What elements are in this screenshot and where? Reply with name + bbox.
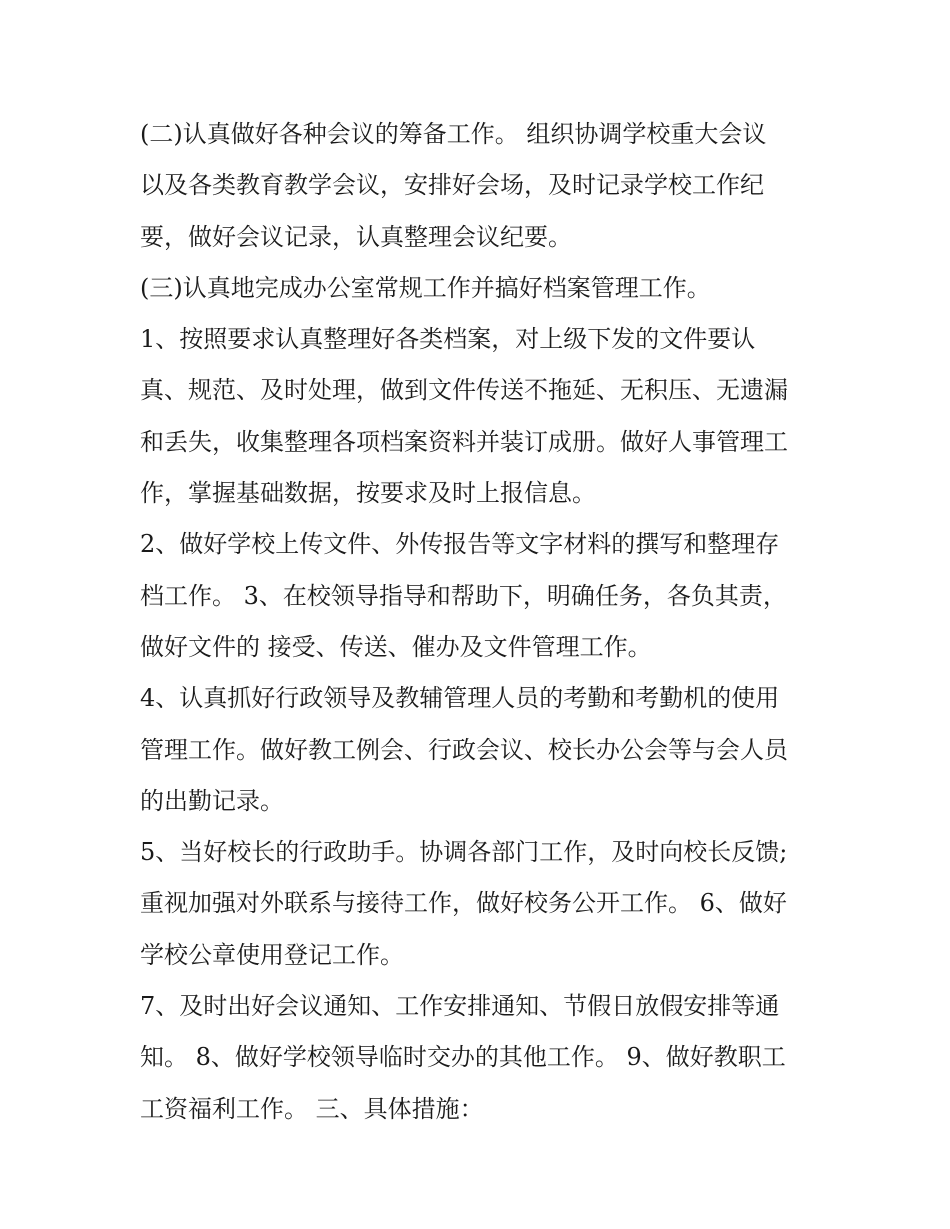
text-line: 档工作。 3、在校领导指导和帮助下，明确任务，各负其责， [140,581,787,610]
text-line: 2、做好学校上传文件、外传报告等文字材料的撰写和整理存 [140,530,780,559]
text-line: 4、认真抓好行政领导及教辅管理人员的考勤和考勤机的使用 [140,684,780,713]
text-line: 作，掌握基础数据，按要求及时上报信息。 [140,479,596,508]
text-line: 知。 8、做好学校领导临时交办的其他工作。 9、做好教职工 [140,1043,786,1072]
text-line: 1、按照要求认真整理好各类档案，对上级下发的文件要认 [140,325,756,354]
text-line: 重视加强对外联系与接待工作，做好校务公开工作。 6、做好 [140,889,787,918]
text-line: 工资福利工作。 三、具体措施： [140,1094,484,1123]
text-line: 7、及时出好会议通知、工作安排通知、节假日放假安排等通 [140,992,780,1021]
text-line: (二)认真做好各种会议的筹备工作。 组织协调学校重大会议 [140,120,767,148]
text-line: 要，做好会议记录，认真整理会议纪要。 [140,222,572,251]
text-line: 和丢失，收集整理各项档案资料并装订成册。做好人事管理工 [140,427,788,456]
text-line: 以及各类教育教学会议，安排好会场，及时记录学校工作纪 [140,171,764,200]
text-line: 真、规范、及时处理，做到文件传送不拖延、无积压、无遗漏 [140,376,788,405]
text-line: (三)认真地完成办公室常规工作并搞好档案管理工作。 [140,273,711,302]
text-line: 的出勤记录。 [140,786,284,815]
body-text [140,109,830,1135]
text-line: 5、当好校长的行政助手。协调各部门工作，及时向校长反馈; [140,838,788,867]
text-line: 学校公章使用登记工作。 [140,940,404,969]
text-line: 管理工作。做好教工例会、行政会议、校长办公会等与会人员 [140,735,788,764]
text-line: 做好文件的 接受、传送、催办及文件管理工作。 [140,632,652,661]
